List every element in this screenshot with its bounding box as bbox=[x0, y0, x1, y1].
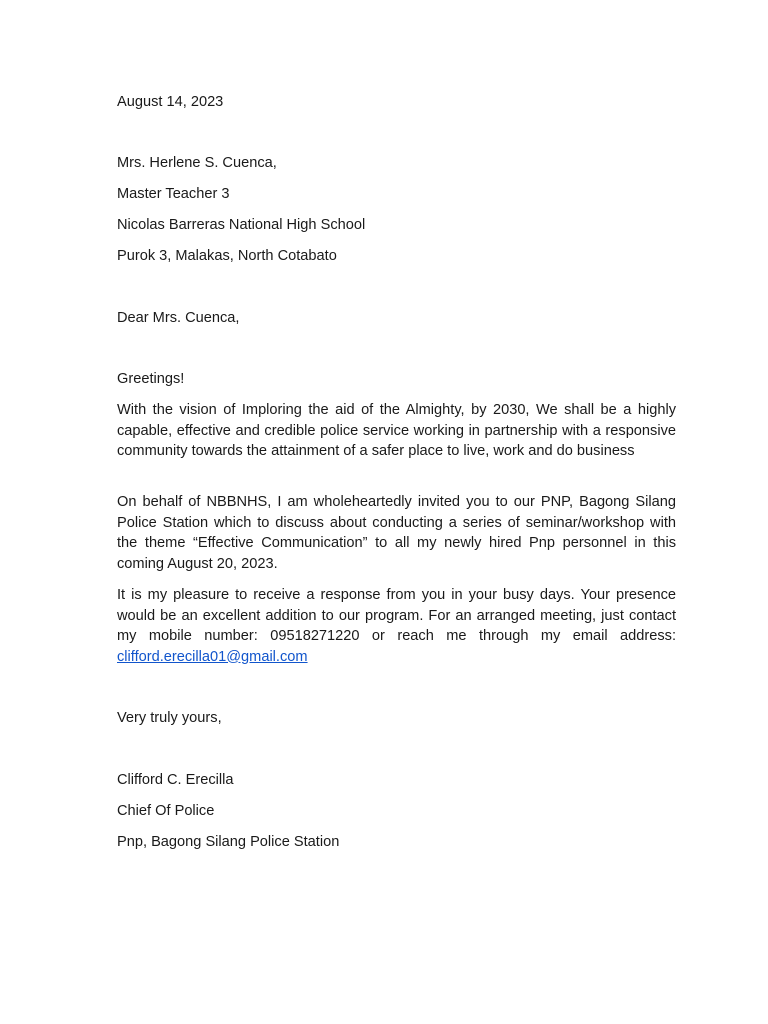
body-paragraph-contact bbox=[117, 585, 676, 667]
signatory-name: Clifford C. Erecilla bbox=[117, 772, 234, 788]
recipient-school: Nicolas Barreras National High School bbox=[117, 217, 366, 233]
letter-date: August 14, 2023 bbox=[117, 94, 224, 110]
signatory-office: Pnp, Bagong Silang Police Station bbox=[117, 834, 340, 850]
closing: Very truly yours, bbox=[117, 710, 222, 726]
body-paragraph-vision: With the vision of Imploring the aid of the Almighty, by 2030, We shall be a highly capable, effective and credible police service working in partnership with a responsive community towards the attainment of a safer place to live, work and do business bbox=[117, 402, 676, 459]
email-link[interactable]: clifford.erecilla01@gmail.com bbox=[117, 648, 308, 665]
recipient-name: Mrs. Herlene S. Cuenca, bbox=[117, 155, 277, 171]
recipient-position: Master Teacher 3 bbox=[117, 186, 230, 202]
contact-text: It is my pleasure to receive a response from you in your busy days. Your presence would be an excellent addition to our program. For an arranged meeting, just contact my mobile number: 09518271220 or reach me through my email address: bbox=[117, 587, 676, 644]
body-paragraph-invitation: On behalf of NBBNHS, I am wholeheartedly invited you to our PNP, Bagong Silang Police Station which to discuss about conducting a series of seminar/workshop with the theme “Effective Communication” to all my newly hired Pnp personnel in this coming August 20, 2023. bbox=[117, 494, 676, 572]
greeting: Greetings! bbox=[117, 371, 185, 387]
signatory-title: Chief Of Police bbox=[117, 803, 215, 819]
recipient-address: Purok 3, Malakas, North Cotabato bbox=[117, 248, 337, 264]
salutation: Dear Mrs. Cuenca, bbox=[117, 310, 240, 326]
